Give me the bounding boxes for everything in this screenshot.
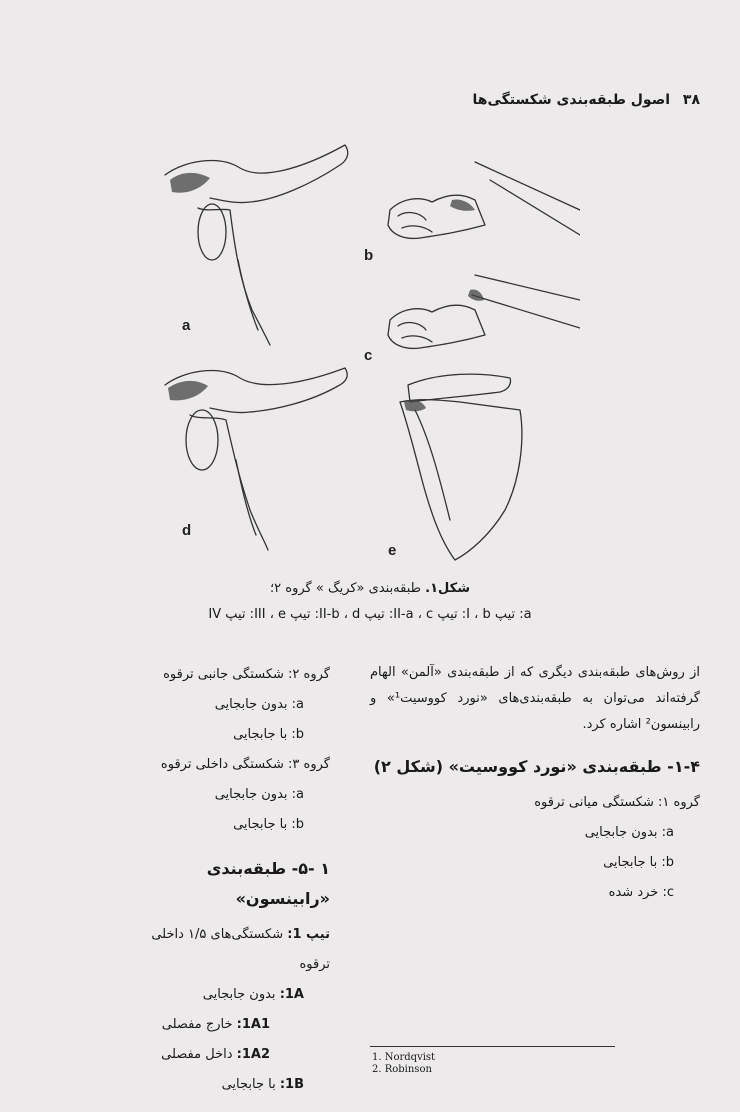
label-d: d (182, 522, 192, 539)
right-column (370, 660, 700, 908)
left-column (130, 660, 330, 1100)
label-c: c (364, 347, 373, 364)
label-e: e (388, 542, 397, 559)
footnote-1: 1. Nordqvist (372, 1052, 436, 1063)
intro-paragraph: از روش‌های طبقه‌بندی دیگری که از طبقه‌بندی «آلمن» الهام گرفته‌اند می‌توان به طبقه‌بندی‌های «نورد کووسیت¹» و رابینسون² اشاره کرد. (370, 665, 700, 732)
illustration-d (165, 368, 347, 550)
type1-line (130, 920, 330, 980)
type1-text: شکستگی‌های ۱/۵ داخلی ترقوه (151, 927, 330, 972)
type1b-code: 1B: (279, 1077, 304, 1092)
group2-item-a: a: بدون جابجایی (214, 697, 304, 712)
figure-caption (0, 576, 740, 628)
group1-item-c: c: خرد شده (608, 885, 674, 900)
footnotes (372, 1052, 435, 1076)
group2-title: گروه ۲: شکستگی جانبی ترقوه (163, 667, 330, 682)
group1-item-b: b: با جابجایی (603, 855, 674, 870)
group1-title: گروه ۱: شکستگی میانی ترقوه (534, 795, 700, 810)
illustration-e (400, 374, 522, 560)
type1a2-line (130, 1040, 330, 1070)
robinson-heading: ۱ -۵- طبقه‌بندی «رابینسون» (206, 859, 330, 908)
clavicle-figure (140, 140, 580, 570)
page-number: ۳۸ (682, 92, 700, 108)
type1a1-code: 1A1: (236, 1017, 270, 1032)
label-b: b (364, 247, 374, 264)
footnote-2: 2. Robinson (372, 1064, 432, 1075)
type1a-line (130, 980, 330, 1010)
type1a-text: بدون جابجایی (202, 987, 280, 1002)
nordqvist-heading: ۱-۴- طبقه‌بندی «نورد کووسیت» (شکل ۲) (373, 757, 700, 776)
group3-item-b: b: با جابجایی (233, 817, 304, 832)
type1b-text: با جابجایی (221, 1077, 280, 1092)
caption-prefix: شکل۱. (425, 581, 470, 596)
page-header (300, 92, 700, 108)
type1a2-text: داخل مفصلی (161, 1047, 237, 1062)
group2-item-b: b: با جابجایی (233, 727, 304, 742)
illustration-b (388, 162, 580, 238)
caption-line1: طبقه‌بندی «کریگ » گروه ۲؛ (270, 581, 426, 596)
group3-item-a: a: بدون جابجایی (214, 787, 304, 802)
type1a2-code: 1A2: (236, 1047, 270, 1062)
chapter-title: اصول طبقه‌بندی شکستگی‌ها (472, 92, 671, 108)
type1b-line (130, 1070, 330, 1100)
illustration-a (165, 145, 348, 345)
illustration-c (388, 275, 580, 348)
caption-line2: a: تیپ I ، b: تیپ II-a ، c: تیپ II-b ، d: تیپ III ، e: تیپ IV (208, 607, 532, 622)
type1a-code: 1A: (279, 987, 304, 1002)
footnote-divider (370, 1046, 615, 1047)
group3-title: گروه ۳: شکستگی داخلی ترقوه (160, 757, 330, 772)
fracture-illustrations (140, 140, 580, 570)
type1a1-line (130, 1010, 330, 1040)
group1-item-a: a: بدون جابجایی (584, 825, 674, 840)
label-a: a (182, 317, 191, 334)
type1-label: تیپ 1: (287, 927, 330, 942)
type1a1-text: خارج مفصلی (161, 1017, 237, 1032)
